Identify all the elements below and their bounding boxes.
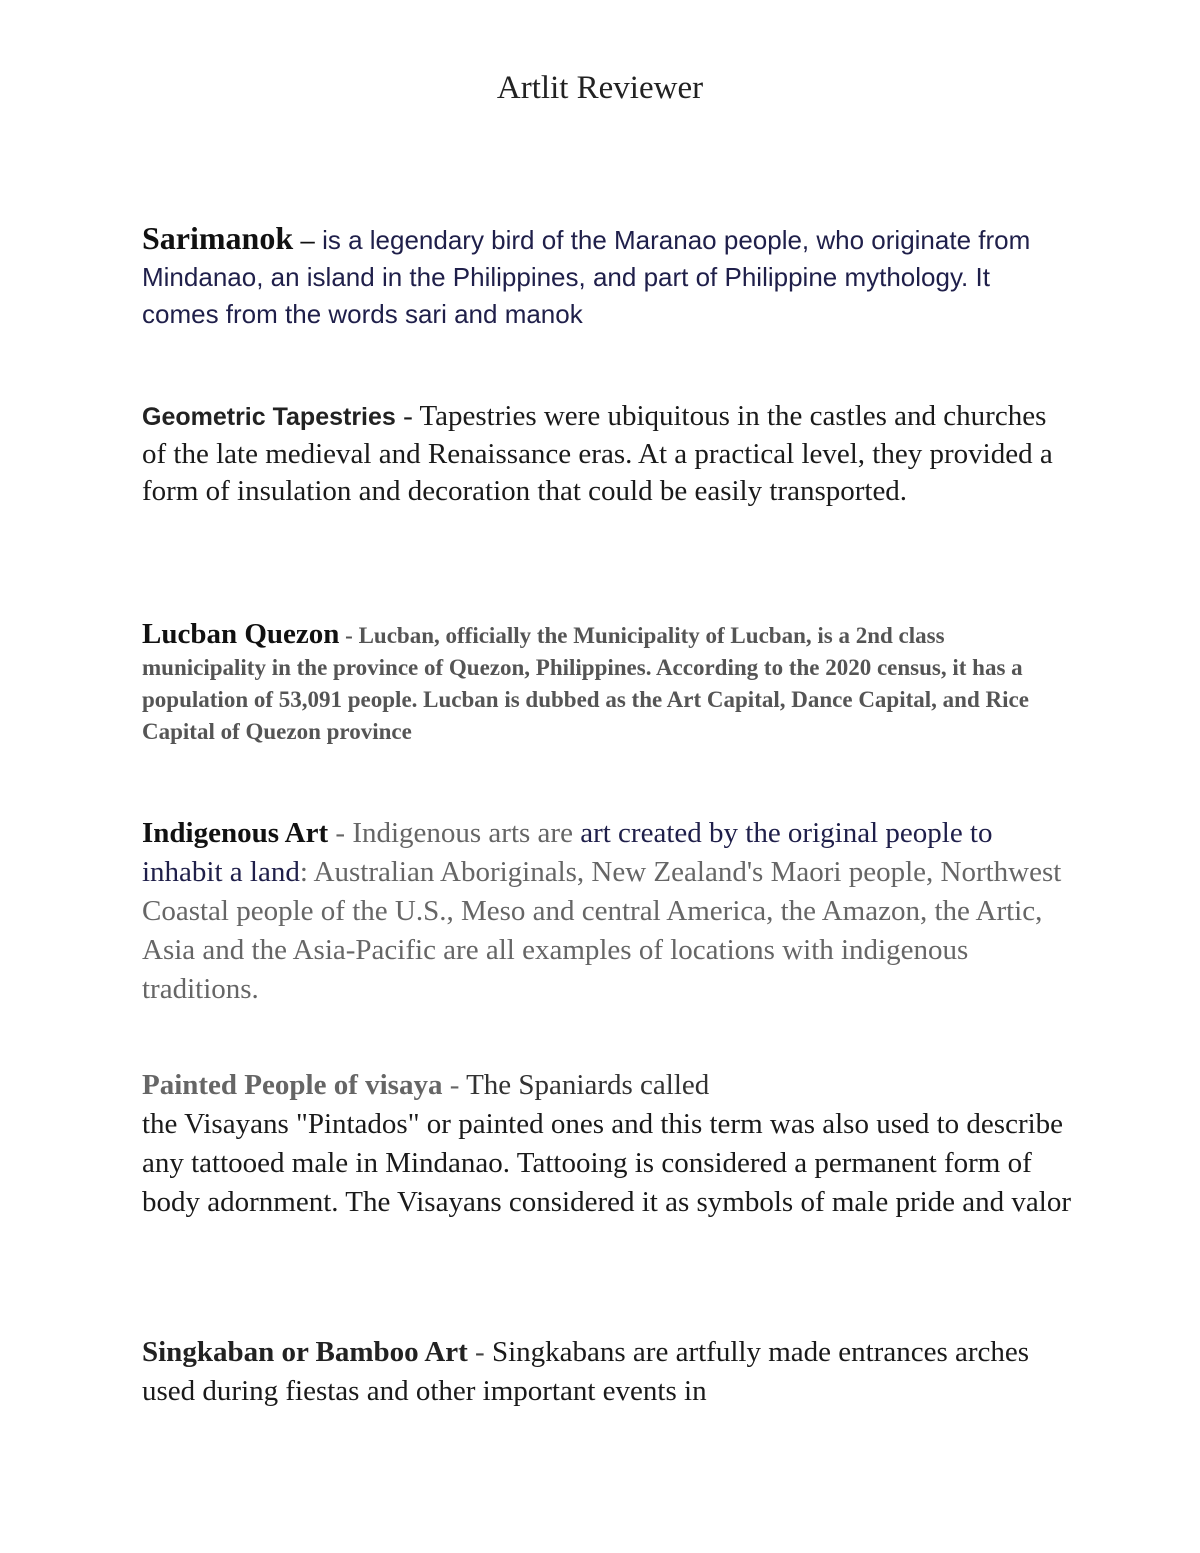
entry-geometric-tapestries (142, 398, 1072, 510)
entry-definition-rest: the Visayans "Pintados" or painted ones and this term was also used to describe any tattooed male in Mindanao. Tattooing is considered a permanent form of body adornment. The Visayans considered it as symbols of male pride and valor (142, 1108, 1072, 1218)
entry-separator: - (339, 623, 359, 648)
entry-definition-part3: : Australian Aboriginals, New Zealand's Maori people, Northwest Coastal people of the U.S., Meso and central America, the Amazon, the Artic, Asia and the Asia-Pacific are all examples of locations with indigenous traditions. (142, 856, 1062, 1005)
document-title: Artlit Reviewer (496, 70, 704, 106)
entry-lucban-quezon (142, 618, 1072, 748)
entry-text (142, 618, 1072, 748)
entry-term: Painted People of visaya (142, 1069, 443, 1101)
entry-sarimanok (142, 220, 1072, 333)
entry-separator: - (395, 400, 420, 432)
entry-definition-part2: art created by the original people to inhabit a land (142, 817, 993, 888)
entry-definition-first-line: The Spaniards called (466, 1069, 710, 1101)
entry-text (142, 220, 1072, 333)
entry-term: Lucban Quezon (142, 618, 340, 650)
entry-separator: - (328, 817, 353, 849)
entry-separator: - (467, 1336, 492, 1368)
entry-indigenous-art (142, 814, 1072, 1009)
entry-term: Geometric Tapestries (142, 403, 396, 431)
entry-definition: Lucban, officially the Municipality of Lucban, is a 2nd class municipality in the province of Quezon, Philippines. According to the 2020 census, it has a population of 53,091 people. Lucban is dubbed as the Art Capital, Dance Capital, and Rice Capital of Quezon province (142, 623, 1029, 744)
entry-definition-part1: Indigenous arts are (352, 817, 581, 849)
entry-text (142, 1333, 1072, 1411)
entry-definition: is a legendary bird of the Maranao people, who originate from Mindanao, an island in the Philippines, and part of Philippine mythology. It comes from the words sari and manok (142, 225, 1031, 329)
entry-term: Sarimanok (142, 220, 294, 256)
entry-text (142, 1066, 1072, 1222)
entry-definition: Tapestries were ubiquitous in the castles and churches of the late medieval and Renaissance eras. At a practical level, they provided a form of insulation and decoration that could be easily transported. (142, 400, 1053, 507)
entry-term: Singkaban or Bamboo Art (142, 1336, 468, 1368)
entry-term: Indigenous Art (142, 817, 329, 849)
entry-painted-people (142, 1066, 1072, 1222)
entry-singkaban (142, 1333, 1072, 1411)
entry-text (142, 398, 1072, 510)
entry-separator: - (442, 1069, 467, 1101)
entry-text (142, 814, 1072, 1009)
entry-definition: Singkabans are artfully made entrances arches used during fiestas and other important events in (142, 1336, 1030, 1407)
entry-separator: – (293, 225, 323, 255)
